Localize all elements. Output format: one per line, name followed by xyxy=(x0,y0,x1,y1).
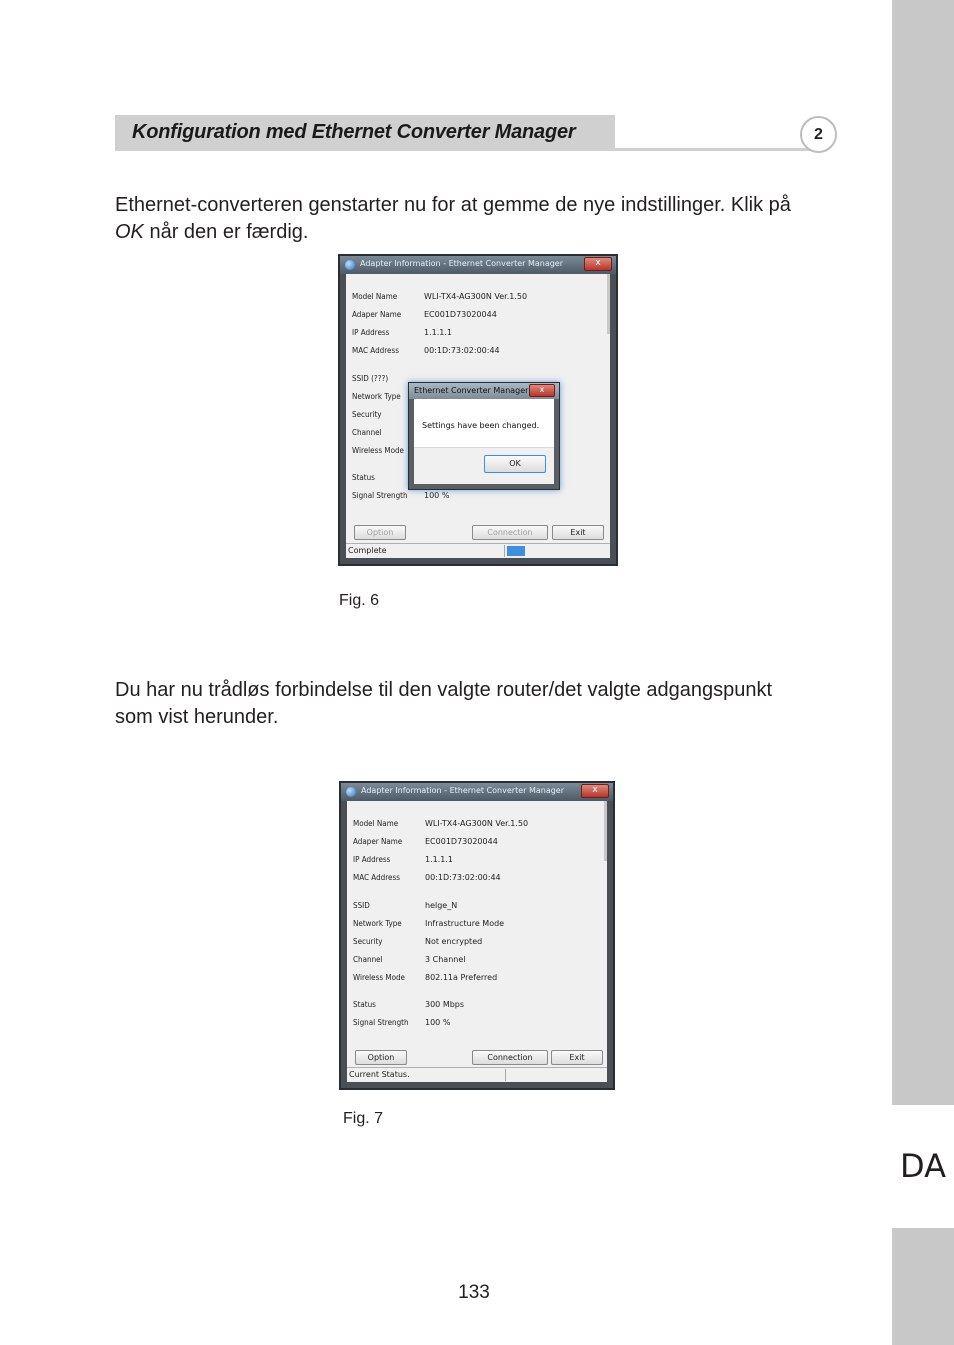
window-titlebar xyxy=(340,256,616,274)
info-label: Model Name xyxy=(352,292,398,301)
info-value: helge_N xyxy=(425,901,458,910)
info-value: 100 % xyxy=(425,1018,451,1027)
paragraph-connected-line2: som vist herunder. xyxy=(115,706,279,728)
page-number: 133 xyxy=(458,1282,490,1303)
info-label: Security xyxy=(353,937,383,946)
close-icon[interactable]: x xyxy=(584,257,612,271)
info-label: Adaper Name xyxy=(353,837,403,846)
status-bar xyxy=(346,543,610,558)
info-value: 300 Mbps xyxy=(425,1000,465,1009)
dialog-title: Ethernet Converter Manager xyxy=(414,386,529,395)
info-value: 00:1D:73:02:00:44 xyxy=(425,873,501,882)
window-body xyxy=(347,801,607,1082)
dialog-ok-button[interactable]: OK xyxy=(484,455,546,473)
paragraph-restart xyxy=(115,192,845,246)
figure7-caption: Fig. 7 xyxy=(343,1110,384,1127)
section-title: Konfiguration med Ethernet Converter Manager xyxy=(132,121,576,143)
status-separator xyxy=(505,1069,506,1081)
info-value: 1.1.1.1 xyxy=(425,855,453,864)
dialog-close-icon[interactable]: x xyxy=(529,384,555,397)
adapter-info-window-fig6 xyxy=(338,254,618,566)
info-label: Channel xyxy=(352,428,382,437)
info-label: Status xyxy=(352,473,375,482)
info-value: 00:1D:73:02:00:44 xyxy=(424,346,500,355)
connection-settings-button[interactable]: Connection xyxy=(472,525,548,540)
info-label: Signal Strength xyxy=(352,491,408,500)
exit-button[interactable]: Exit xyxy=(552,525,604,540)
status-separator xyxy=(504,545,505,557)
info-label: MAC Address xyxy=(352,346,399,355)
status-bar xyxy=(347,1067,607,1082)
progress-fill xyxy=(507,546,525,556)
info-value: WLI-TX4-AG300N Ver.1.50 xyxy=(425,819,529,828)
info-value: Infrastructure Mode xyxy=(425,919,505,928)
paragraph-connected xyxy=(115,677,845,731)
info-label: Adaper Name xyxy=(352,310,402,319)
paragraph-connected-line1: Du har nu trådløs forbindelse til den valgte router/det valgte adgangspunkt xyxy=(115,679,773,701)
status-text: Complete xyxy=(348,546,387,555)
app-icon xyxy=(345,260,355,270)
info-label: SSID xyxy=(353,901,370,910)
dialog-titlebar xyxy=(409,383,559,399)
info-label: IP Address xyxy=(352,328,390,337)
section-header-rule xyxy=(615,148,820,151)
info-label: Signal Strength xyxy=(353,1018,409,1027)
info-value: 1.1.1.1 xyxy=(424,328,452,337)
adapter-info-window-fig7 xyxy=(339,781,615,1090)
info-label: MAC Address xyxy=(353,873,400,882)
info-value: 3 Channel xyxy=(425,955,466,964)
info-label: Network Type xyxy=(352,392,401,401)
connection-settings-button[interactable]: Connection xyxy=(472,1050,548,1065)
dialog-footer xyxy=(414,447,554,484)
dialog-message: Settings have been changed. xyxy=(422,421,540,430)
info-value: EC001D73020044 xyxy=(425,837,498,846)
paragraph-restart-line2: når den er færdig. xyxy=(143,221,309,243)
scrollbar[interactable] xyxy=(604,801,607,861)
info-label: Wireless Mode xyxy=(352,446,404,455)
window-titlebar xyxy=(341,783,613,801)
info-value: 100 % xyxy=(424,491,450,500)
exit-button[interactable]: Exit xyxy=(551,1050,603,1065)
paragraph-restart-line1: Ethernet-converteren genstarter nu for at gemme de nye indstillinger. Klik på xyxy=(115,194,791,216)
info-label: IP Address xyxy=(353,855,391,864)
app-icon xyxy=(346,787,356,797)
window-body xyxy=(346,274,610,558)
close-icon[interactable]: x xyxy=(581,784,609,798)
info-value: WLI-TX4-AG300N Ver.1.50 xyxy=(424,292,528,301)
status-text: Current Status. xyxy=(349,1070,410,1079)
info-label: SSID (???) xyxy=(352,374,389,383)
info-label: Wireless Mode xyxy=(353,973,405,982)
info-value: Not encrypted xyxy=(425,937,483,946)
ok-emphasis: OK xyxy=(115,221,144,243)
dialog-body xyxy=(414,399,554,484)
language-tab: DA xyxy=(900,1147,946,1185)
figure6-caption: Fig. 6 xyxy=(339,592,380,609)
settings-changed-dialog xyxy=(408,382,560,490)
info-value: EC001D73020044 xyxy=(424,310,497,319)
info-label: Security xyxy=(352,410,382,419)
option-button[interactable]: Option xyxy=(355,1050,407,1065)
scrollbar[interactable] xyxy=(607,274,610,334)
side-tab-bar-top xyxy=(892,0,954,1105)
chapter-badge: 2 xyxy=(800,116,837,153)
option-button[interactable]: Option xyxy=(354,525,406,540)
window-title: Adapter Information - Ethernet Converter Manager xyxy=(360,259,564,268)
info-label: Status xyxy=(353,1000,376,1009)
info-label: Network Type xyxy=(353,919,402,928)
window-title: Adapter Information - Ethernet Converter Manager xyxy=(361,786,565,795)
info-value: 802.11a Preferred xyxy=(425,973,498,982)
info-label: Model Name xyxy=(353,819,399,828)
info-label: Channel xyxy=(353,955,383,964)
